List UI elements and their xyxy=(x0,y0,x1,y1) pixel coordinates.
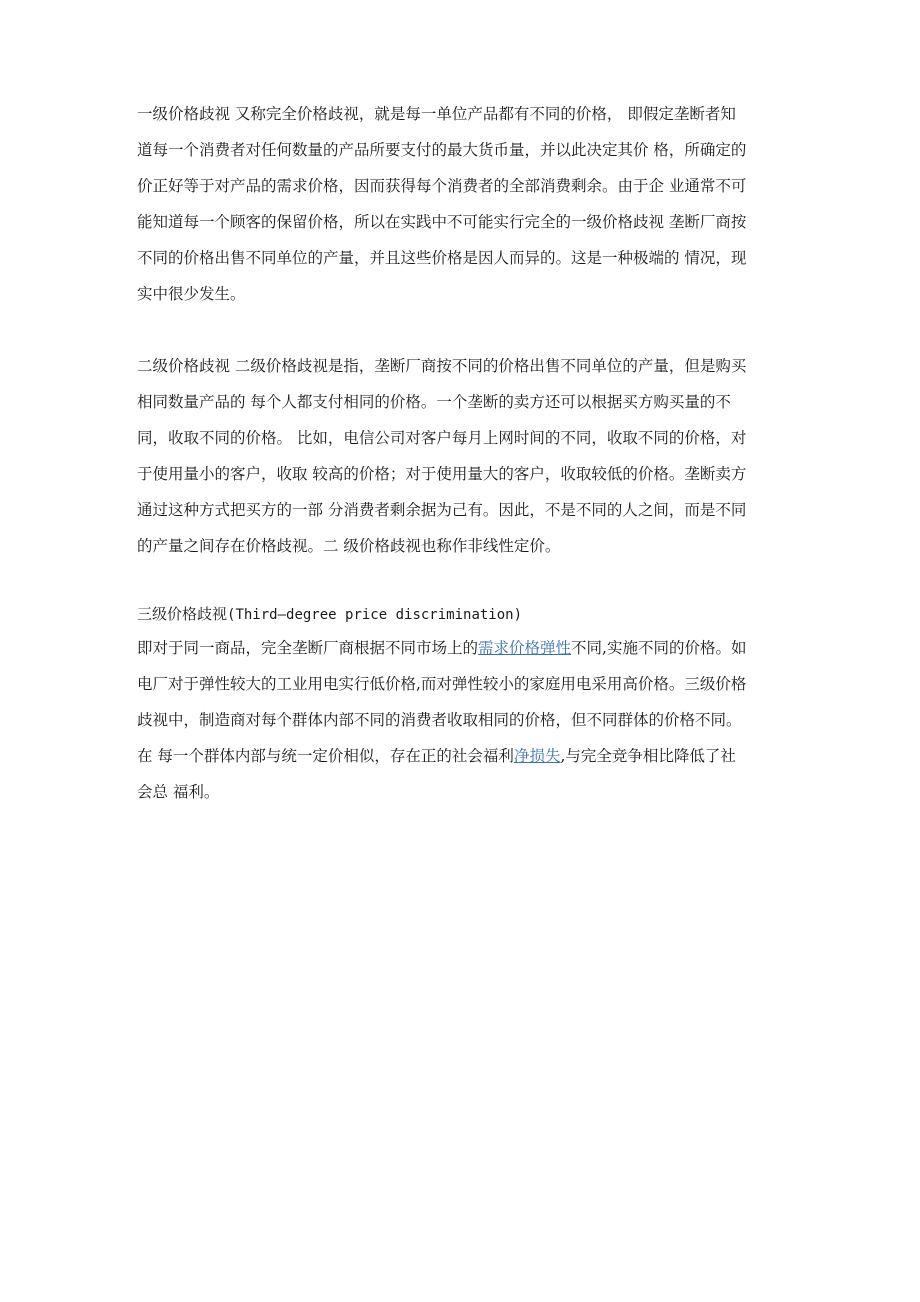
text-line: 一级价格歧视 又称完全价格歧视，就是每一单位产品都有不同的价格， 即假定垄断者知 xyxy=(137,105,736,123)
heading-latin: (Third—degree price discrimination) xyxy=(227,607,523,623)
text-line: 歧视中，制造商对每个群体内部不同的消费者收取相同的价格，但不同群体的价格不同。 xyxy=(137,711,742,729)
text-line: 二级价格歧视 二级价格歧视是指，垄断厂商按不同的价格出售不同单位的产量，但是购买 xyxy=(137,357,747,375)
text-line: 实中很少发生。 xyxy=(137,285,246,303)
document-page xyxy=(137,96,791,810)
text-line: 相同数量产品的 每个人都支付相同的价格。一个垄断的卖方还可以根据买方购买量的不 xyxy=(137,393,731,411)
text-line: 会总 福利。 xyxy=(137,783,220,801)
text-line: 于使用量小的客户，收取 较高的价格；对于使用量大的客户，收取较低的价格。垄断卖方 xyxy=(137,465,747,483)
text-line: 道每一个消费者对任何数量的产品所要支付的最大货币量，并以此决定其价 格，所确定的 xyxy=(137,141,747,159)
text-segment: 即对于同一商品，完全垄断厂商根据不同市场上的 xyxy=(137,639,479,657)
text-line: 电厂对于弹性较大的工业用电实行低价格,而对弹性较小的家庭用电采用高价格。三级价格 xyxy=(137,675,747,693)
paragraph-first-degree xyxy=(137,96,791,312)
link-deadweight-loss[interactable]: 净损失 xyxy=(513,747,561,765)
text-segment: 在 每一个群体内部与统一定价相似，存在正的社会福利 xyxy=(137,747,514,765)
text-line xyxy=(137,738,791,774)
paragraph-second-degree xyxy=(137,348,791,564)
text-line: 价正好等于对产品的需求价格，因而获得每个消费者的全部消费剩余。由于企 业通常不可 xyxy=(137,177,747,195)
text-segment: 不同,实施不同的价格。如 xyxy=(571,639,747,657)
text-line: 的产量之间存在价格歧视。二 级价格歧视也称作非线性定价。 xyxy=(137,537,561,555)
text-line: 能知道每一个顾客的保留价格，所以在实践中不可能实行完全的一级价格歧视 垄断厂商按 xyxy=(137,213,747,231)
section-heading xyxy=(137,598,791,630)
paragraph-spacer xyxy=(137,312,791,348)
paragraph-spacer xyxy=(137,564,791,598)
text-line xyxy=(137,630,791,666)
text-line: 通过这种方式把买方的一部 分消费者剩余据为己有。因此，不是不同的人之间，而是不同 xyxy=(137,501,747,519)
text-line: 同，收取不同的价格。 比如，电信公司对客户每月上网时间的不同，收取不同的价格，对 xyxy=(137,429,747,447)
paragraph-third-degree xyxy=(137,630,791,810)
link-demand-price-elasticity[interactable]: 需求价格弹性 xyxy=(478,639,572,657)
section-third-degree xyxy=(137,598,791,810)
text-segment: ,与完全竞争相比降低了社 xyxy=(560,747,736,765)
heading-cn: 三级价格歧视 xyxy=(137,605,228,623)
text-line: 不同的价格出售不同单位的产量，并且这些价格是因人而异的。这是一种极端的 情况，现 xyxy=(137,249,747,267)
